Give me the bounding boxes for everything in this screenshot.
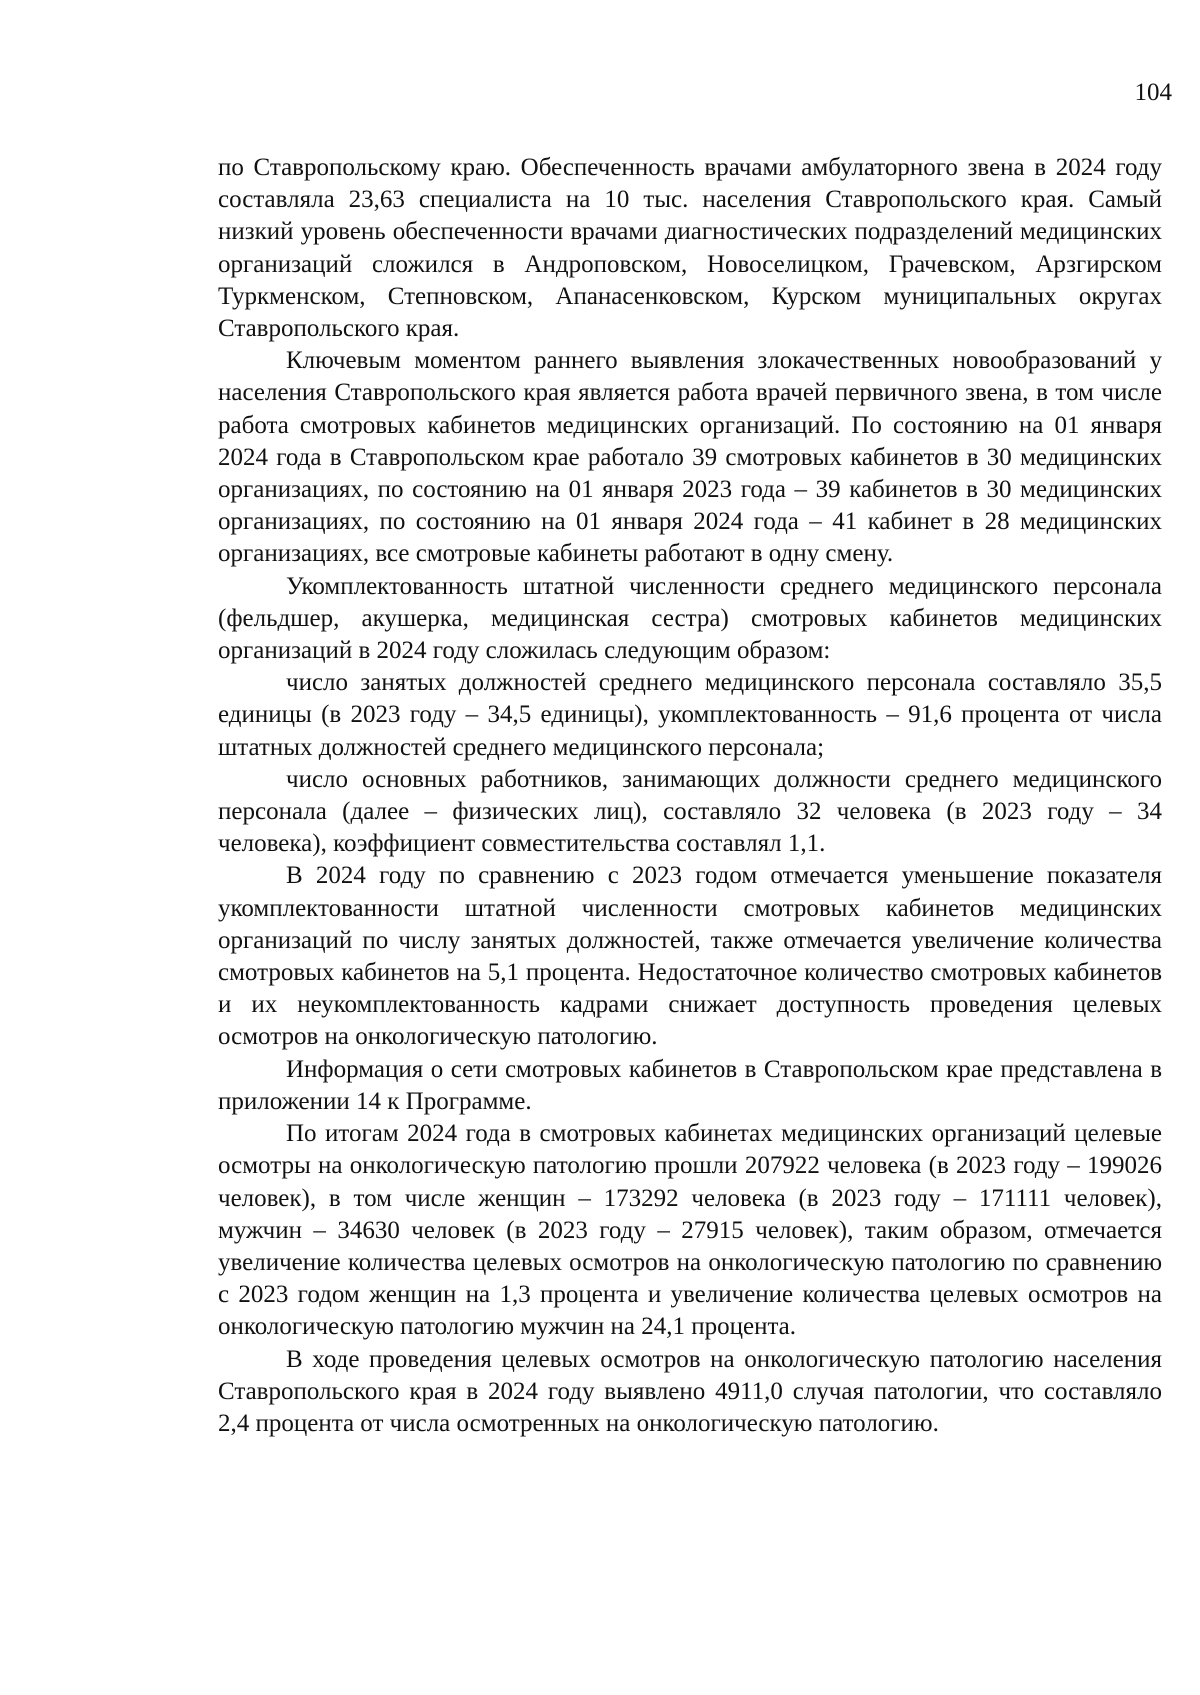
paragraph-list-item: число основных работников, занимающих должности среднего медицинского персонала (далее – физических лиц), составляло 32 человека (в 2023 году – 34 человека), коэффициент совместительства составлял 1,1. bbox=[218, 765, 1162, 858]
paragraph-continuation: по Ставропольскому краю. Обеспеченность врачами амбулаторного звена в 2024 году составляла 23,63 специалиста на 10 тыс. населения Ставропольского края. Самый низкий уровень обеспеченности врачами диагностических подразделений медицинских организаций сложился в Андроповском, Новоселицком, Грачевском, Арзгирском Туркменском, Степновском, Апанасенковском, Курском муниципальных округах Ставропольского края. bbox=[218, 154, 1162, 343]
paragraph: В ходе проведения целевых осмотров на онкологическую патологию населения Ставропольского края в 2024 году выявлено 4911,0 случая патологии, что составляло 2,4 процента от числа осмотренных на онкологическую патологию. bbox=[218, 1345, 1162, 1437]
paragraph: Укомплектованность штатной численности среднего медицинского персонала (фельдшер, акушерка, медицинская сестра) смотровых кабинетов медицинских организаций в 2024 году сложилась следующим образом: bbox=[218, 572, 1162, 665]
paragraph: Информация о сети смотровых кабинетов в Ставропольском крае представлена в приложении 14 к Программе. bbox=[218, 1055, 1162, 1115]
page-number: 104 bbox=[1134, 79, 1172, 106]
document-body bbox=[218, 152, 1162, 1440]
paragraph-list-item: число занятых должностей среднего медицинского персонала составляло 35,5 единицы (в 2023 году – 34,5 единицы), укомплектованность – 91,6 процента от числа штатных должностей среднего медицинского персонала; bbox=[218, 669, 1162, 761]
paragraph: Ключевым моментом раннего выявления злокачественных новообразований у населения Ставропольского края является работа врачей первичного звена, в том числе работа смотровых кабинетов медицинских организаций. По состоянию на 01 января 2024 года в Ставропольском крае работало 39 смотровых кабинетов в 30 медицинских организациях, по состоянию на 01 января 2023 года – 39 кабинетов в 30 медицинских организациях, по состоянию на 01 января 2024 года – 41 кабинет в 28 медицинских организациях, все смотровые кабинеты работают в одну смену. bbox=[218, 347, 1162, 568]
paragraph: По итогам 2024 года в смотровых кабинетах медицинских организаций целевые осмотры на онкологическую патологию прошли 207922 человека (в 2023 году – 199026 человек), в том числе женщин – 173292 человека (в 2023 году – 171111 человек), мужчин – 34630 человек (в 2023 году – 27915 человек), таким образом, отмечается увеличение количества целевых осмотров на онкологическую патологию по сравнению с 2023 годом женщин на 1,3 процента и увеличение количества целевых осмотров на онкологическую патологию мужчин на 24,1 процента. bbox=[218, 1120, 1162, 1341]
paragraph: В 2024 году по сравнению с 2023 годом отмечается уменьшение показателя укомплектованности штатной численности смотровых кабинетов медицинских организаций по числу занятых должностей, также отмечается увеличение количества смотровых кабинетов на 5,1 процента. Недостаточное количество смотровых кабинетов и их неукомплектованность кадрами снижает доступность проведения целевых осмотров на онкологическую патологию. bbox=[218, 862, 1162, 1051]
